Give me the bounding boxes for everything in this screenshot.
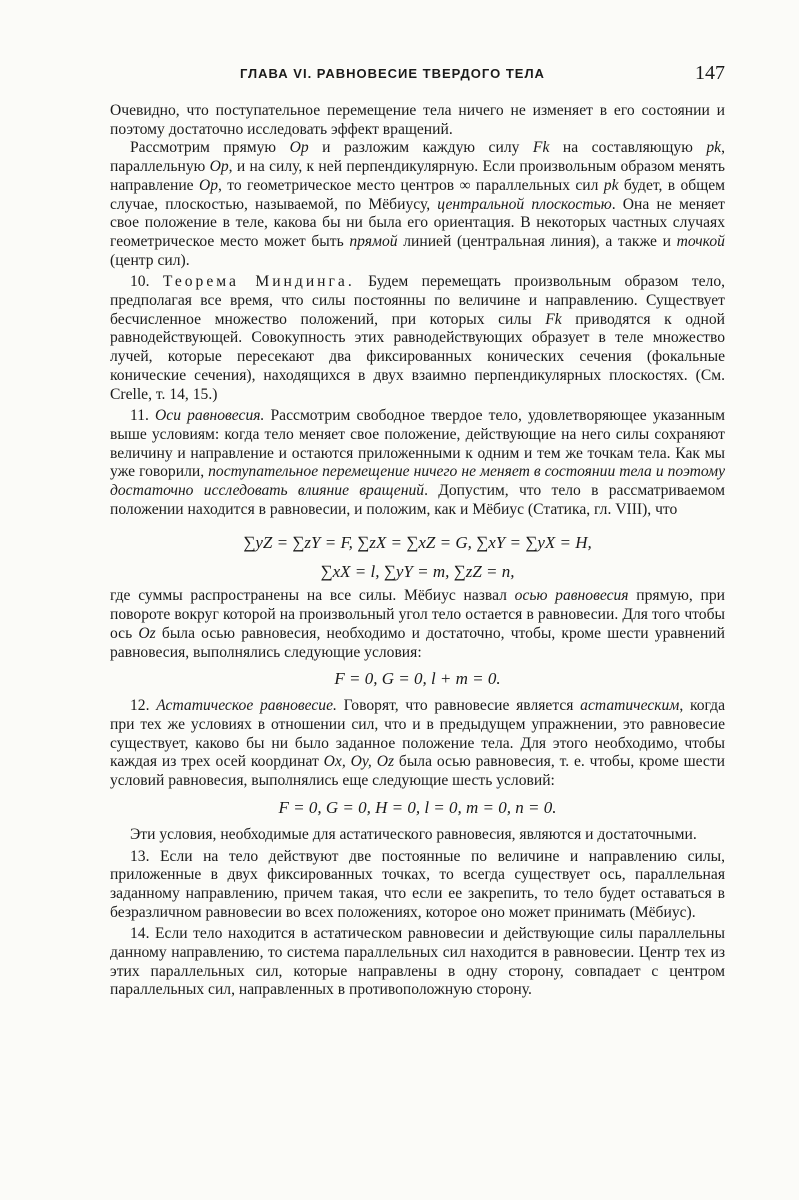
text: , параллельную — [110, 139, 725, 176]
math-op: Op — [209, 158, 229, 176]
text: Рассмотрим свободное твердое тело, удовлетворяющее указанным выше условиям: когда тело меняет свое положение, действующие на него силы сохраняют величину и направление и остаются приложенными к одним и тем же точкам тела. Как мы уже говорили, — [110, 407, 725, 481]
text: была осью равновесия, т. е. чтобы, кроме шести условий равновесия, выполнялись еще следующие шесть условий: — [110, 753, 725, 790]
text: будет, в общем случае, плоскостью, называемой, по Мёбиусу, — [110, 176, 726, 213]
term-point: точкой — [676, 232, 725, 250]
math-pk: pk — [706, 139, 722, 157]
math-op: Op — [289, 139, 309, 157]
page-header — [110, 62, 725, 88]
section-number: 10. — [130, 273, 150, 291]
math-fk: Fk — [545, 310, 562, 328]
equation-sums-2: ∑xX = l, ∑yY = m, ∑zZ = n, — [320, 562, 515, 582]
term-astatic: астатическим — [580, 697, 680, 715]
math-axes: Ox, Oy, Oz — [323, 753, 395, 771]
text: Будем перемещать произвольным образом тело, предполагая все время, что силы постоянны по величине и направлению. Существует бесчисленное множество положений, при которых силы — [110, 273, 726, 328]
text: , то геометрическое место центров ∞ параллельных сил — [218, 176, 604, 194]
text: . Она не меняет свое положение в теле, какова бы ни была его ориентация. В некоторых частных случаях геометрическое место может быть — [110, 195, 725, 250]
page-body — [110, 102, 725, 1000]
term-central-plane: центральной плоскостью — [437, 195, 612, 213]
text: , и на силу, к ней перпендикулярную. Если произвольным образом менять направление — [110, 158, 725, 194]
text: была осью равновесия, необходимо и достаточно, чтобы, кроме шести уравнений равновесия, выполнялись следующие условия: — [110, 624, 725, 661]
running-head: ГЛАВА VI. РАВНОВЕСИЕ ТВЕРДОГО ТЕЛА — [240, 66, 545, 81]
equation-sums-1: ∑yZ = ∑zY = F, ∑zX = ∑xZ = G, ∑xY = ∑yX = H, — [243, 533, 592, 553]
math-op: Op — [198, 176, 219, 194]
text: . Допустим, что тело в рассматриваемом положении находится в равновесии, и положим, как и Мёбиус (Статика, гл. VIII), что — [110, 482, 725, 518]
text: линией (центральная линия), а также и — [397, 232, 677, 250]
text: на составляющую — [549, 139, 707, 157]
text: и разложим каждую силу — [308, 139, 533, 157]
text: Говорят, что равновесие является — [336, 697, 581, 715]
math-oz: Oz — [138, 624, 156, 642]
section-number: 11. — [130, 407, 149, 425]
page-number: 147 — [695, 62, 725, 84]
paragraph-12-cont: Эти условия, необходимые для астатического равновесия, являются и достаточными. — [130, 825, 697, 843]
section-number: 12. — [130, 697, 150, 715]
section-title: Оси равновесия. — [155, 407, 265, 425]
term-axis: осью равновесия — [514, 587, 629, 605]
paragraph-14: 14. Если тело находится в астатическом равновесии и действующие силы параллельны данному направлению, то система параллельных сил находится в равновесии. Центр тех из этих параллельных сил, которые направлены в одну сторону, совпадает с центром параллельных сил, направленных в противоположную сторону. — [110, 925, 725, 999]
text: прямую, при повороте вокруг которой на произвольный угол тело остается в равновесии. Для того чтобы ось — [110, 587, 726, 642]
math-pk: pk — [603, 176, 619, 194]
text: (центр сил). — [110, 251, 190, 269]
equation-conditions-astatic: F = 0, G = 0, H = 0, l = 0, m = 0, n = 0. — [278, 797, 557, 817]
paragraph-13: 13. Если на тело действуют две постоянные по величине и направлению силы, приложенные в двух фиксированных точках, то всегда существует ось, параллельная заданному направлению, причем такая, что если ее закрепить, то тело будет оставаться в безразличном равновесии во всех положениях, которое оно может принимать (Мёбиус). — [110, 847, 725, 921]
term-line: прямой — [349, 232, 398, 250]
equation-conditions-axis: F = 0, G = 0, l + m = 0. — [334, 669, 501, 689]
math-fk: Fk — [532, 139, 550, 157]
paragraph-intro: Очевидно, что поступательное перемещение тела ничего не изменяет в его состоянии и поэтому достаточно исследовать эффект вращений. — [110, 102, 725, 138]
paragraph-central-plane — [110, 139, 725, 270]
text: где суммы распространены на все силы. Мёбиус назвал — [110, 587, 515, 605]
text: , когда при тех же условиях в отношении сил, что и в предыдущем упражнении, это равновесие существует, каково бы ни было заданное положение тела. Для этого необходимо, чтобы каждая из трех осей координат — [110, 697, 726, 771]
paragraph-12 — [110, 697, 725, 791]
paragraph-11 — [110, 407, 725, 519]
text: Рассмотрим прямую — [130, 139, 290, 157]
section-title: Теорема Миндинга. — [162, 273, 355, 291]
paragraph-10 — [110, 273, 725, 404]
text: приводятся к одной равнодействующей. Совокупность этих равнодействующих образует в теле множество лучей, которые пересекают два фиксированных конических сечения (фокальные конические сечения), находящихся в двух взаимно перпендикулярных плоскостях. (См. Crelle, т. 14, 15.) — [110, 310, 725, 403]
paragraph-11-cont — [110, 587, 725, 662]
section-title: Астатическое равновесие. — [156, 697, 337, 715]
emphasis: поступательное перемещение ничего не меняет в состоянии тела и поэтому достаточно исследовать влияние вращений — [110, 463, 726, 500]
